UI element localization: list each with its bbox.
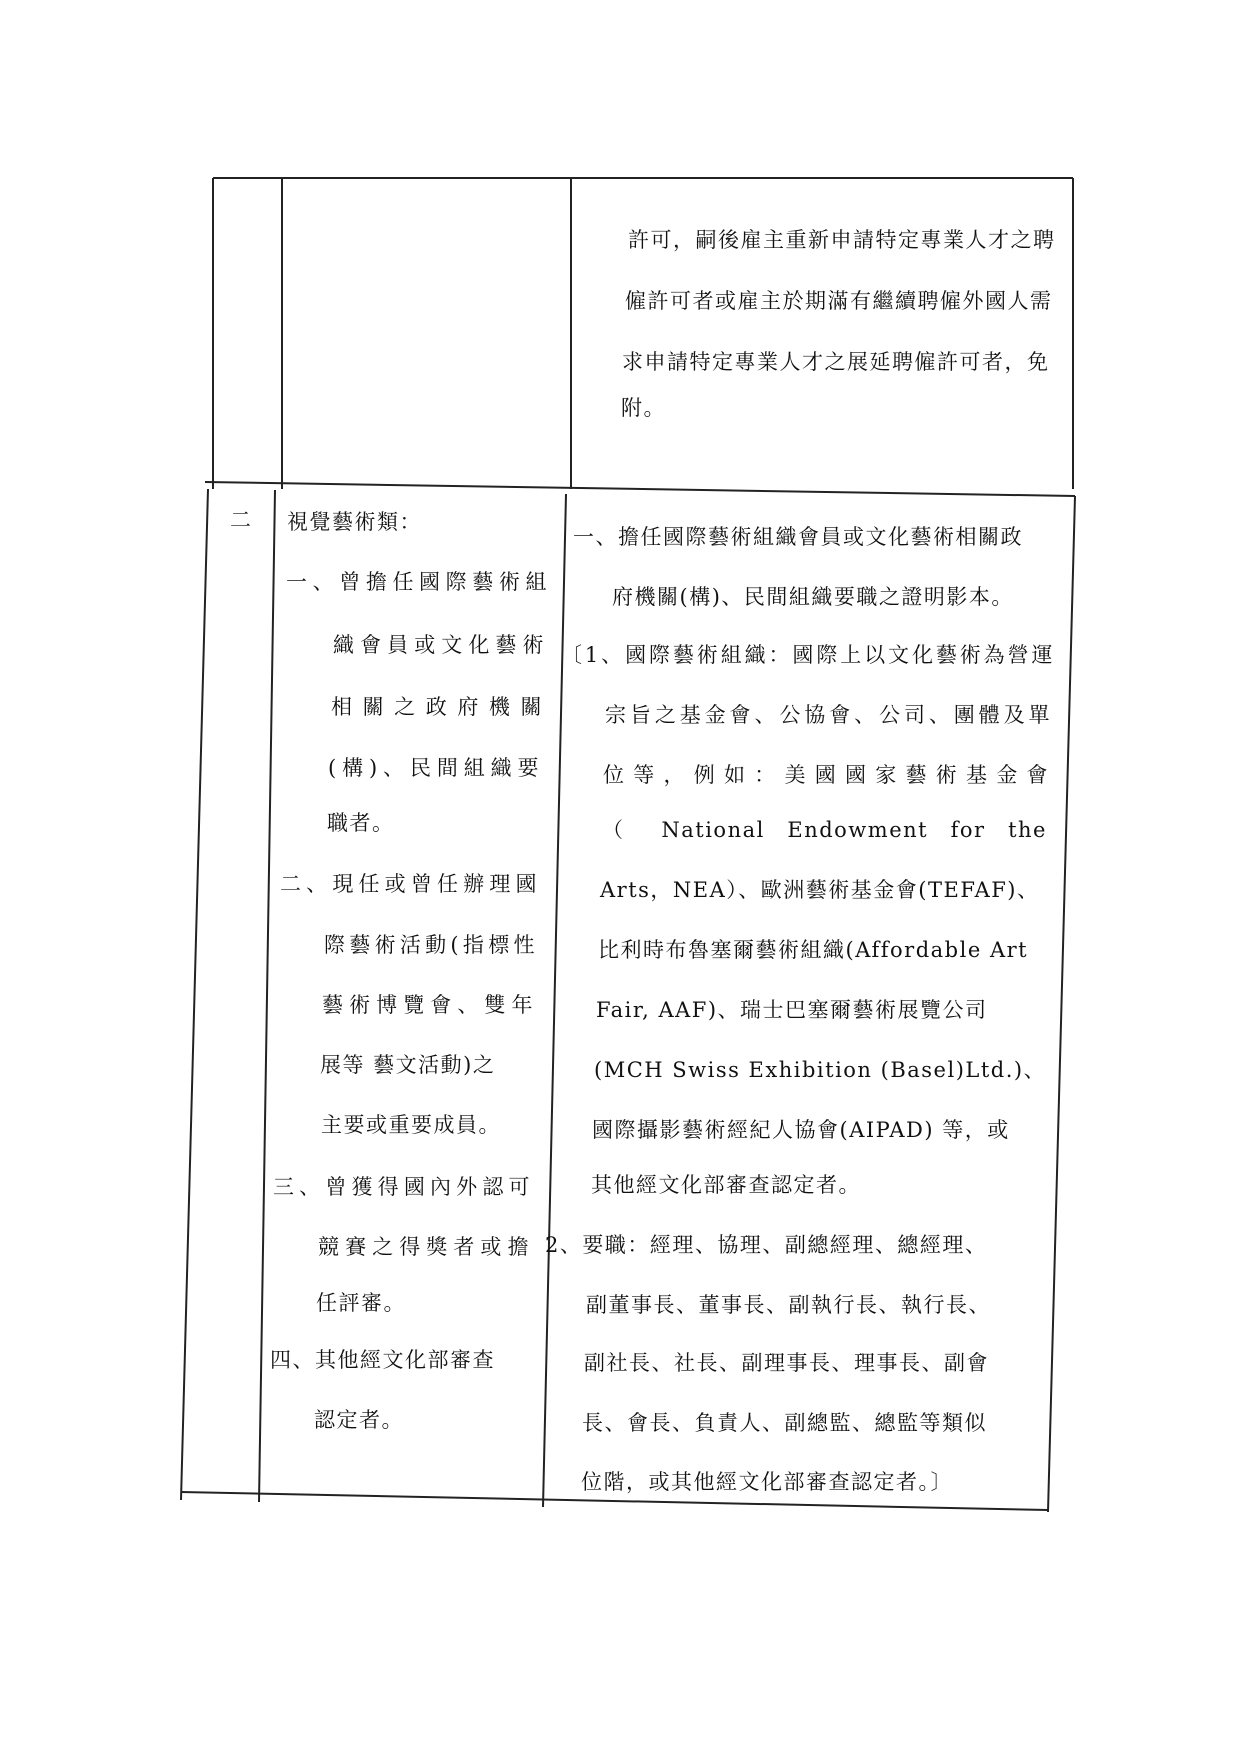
- criteria-line: 職者。: [327, 811, 395, 835]
- criteria-line: 織會員或文化藝術: [333, 633, 545, 657]
- criteria-line: 二、現任或曾任辦理國: [280, 872, 538, 896]
- row1-col3-line: 許可，嗣後雇主重新申請特定專業人才之聘: [628, 228, 1056, 252]
- documents-line: 一、擔任國際藝術組織會員或文化藝術相關政: [573, 525, 1023, 549]
- documents-line: 長、會長、負責人、副總監、總監等類似: [582, 1411, 987, 1435]
- criteria-line: 主要或重要成員。: [321, 1113, 501, 1137]
- criteria-line: 認定者。: [314, 1408, 404, 1432]
- documents-line: 宗旨之基金會、公協會、公司、團體及單: [605, 703, 1051, 727]
- criteria-line: 任評審。: [316, 1291, 406, 1315]
- documents-line: (MCH Swiss Exhibition (Basel)Ltd.)、: [594, 1058, 1047, 1082]
- criteria-line: 四、其他經文化部審查: [270, 1348, 495, 1372]
- documents-line: Arts，NEA）、歐洲藝術基金會(TEFAF)、: [600, 878, 1040, 902]
- criteria-line: 競賽之得獎者或擔: [318, 1235, 530, 1259]
- documents-line: Fair, AAF)、瑞士巴塞爾藝術展覽公司: [596, 998, 988, 1022]
- criteria-line: 相關之政府機關: [331, 695, 543, 719]
- documents-line: 2、要職：經理、協理、副總經理、總經理、: [545, 1233, 988, 1257]
- documents-line: 副董事長、董事長、副執行長、執行長、: [586, 1293, 991, 1317]
- criteria-line: (構)、民間組織要: [328, 756, 540, 780]
- row-divider: [205, 482, 1075, 496]
- documents-line: （ National Endowment for the: [602, 818, 1047, 842]
- documents-line: 國際攝影藝術經紀人協會(AIPAD) 等，或: [592, 1118, 1010, 1142]
- documents-line: 府機關(構)、民間組織要職之證明影本。: [612, 585, 1014, 609]
- documents-line: 位等，例如：美國國家藝術基金會: [603, 763, 1049, 787]
- row1-col3-line: 僱許可者或雇主於期滿有繼續聘僱外國人需: [625, 289, 1053, 313]
- documents-line: 比利時布魯塞爾藝術組織(Affordable Art: [598, 938, 1029, 962]
- criteria-line: 一、曾擔任國際藝術組: [286, 570, 548, 594]
- row1-col3-line: 附。: [621, 396, 666, 420]
- row1-col3-line: 求申請特定專業人才之展延聘僱許可者，免: [622, 350, 1050, 374]
- criteria-line: 藝術博覽會、雙年: [322, 993, 534, 1017]
- row-number: 二: [230, 508, 253, 532]
- documents-line: 〔1、國際藝術組織：國際上以文化藝術為營運: [561, 643, 1054, 667]
- documents-line: 位階，或其他經文化部審查認定者。〕: [581, 1470, 953, 1494]
- criteria-line: 三、曾獲得國內外認可: [273, 1175, 531, 1199]
- documents-line: 副社長、社長、副理事長、理事長、副會: [584, 1351, 989, 1375]
- col1-left-border-bottom: [181, 489, 208, 1500]
- criteria-line: 際藝術活動(指標性: [324, 933, 536, 957]
- category-heading: 視覺藝術類：: [287, 510, 422, 534]
- documents-line: 其他經文化部審查認定者。: [591, 1173, 861, 1197]
- criteria-line: 展等 藝文活動)之: [320, 1053, 496, 1077]
